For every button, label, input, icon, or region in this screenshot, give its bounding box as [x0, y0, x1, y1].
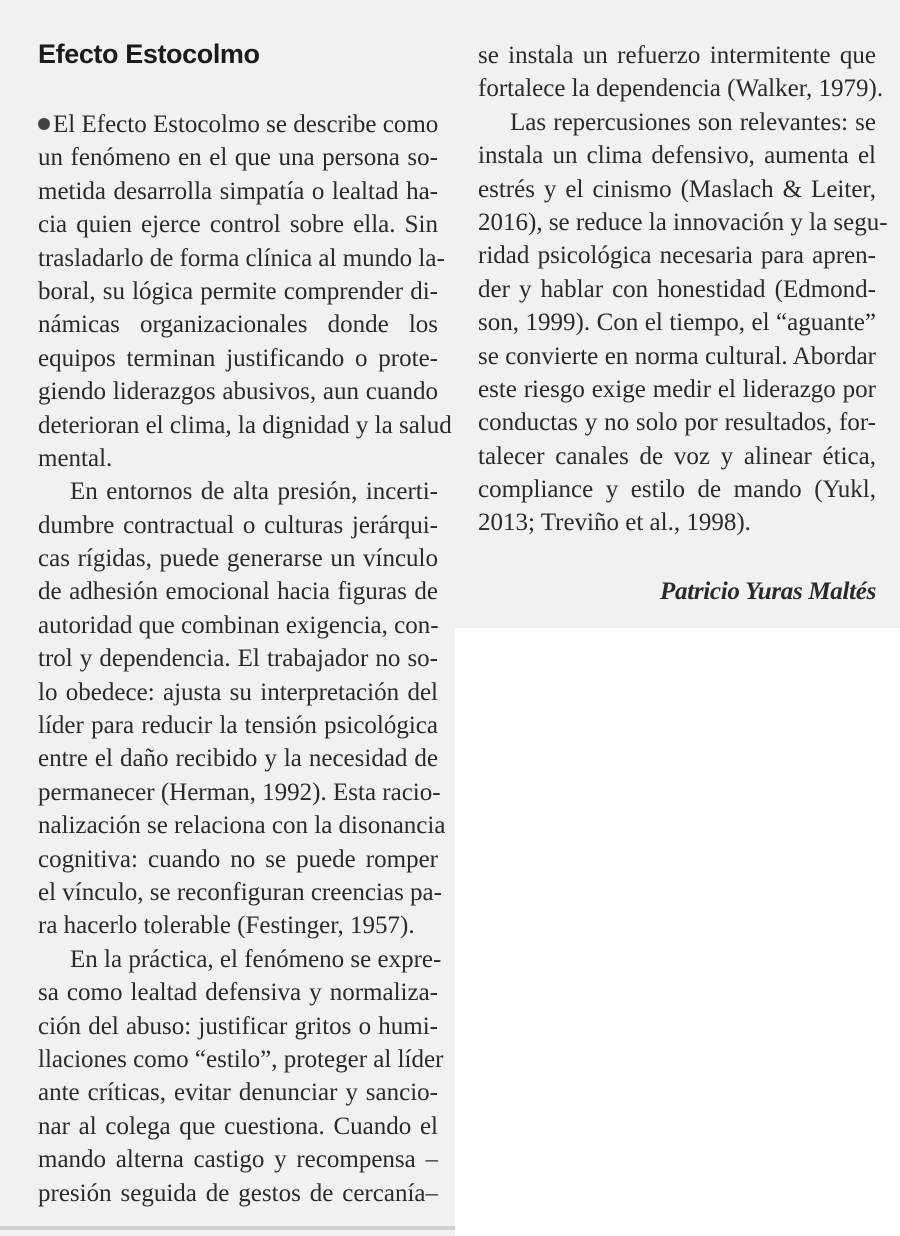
text-line [478, 173, 876, 206]
text-line-content: Las repercusiones son relevantes: se [510, 108, 876, 136]
text-line [38, 409, 452, 442]
text-line-content: deterioran el clima, la dignidad y la salud [38, 411, 452, 439]
text-line-content: der y hablar con honestidad (Edmond- [478, 275, 876, 303]
text-line-content: llaciones como “estilo”, proteger al líder [38, 1045, 444, 1073]
text-line-content: un fenómeno en el que una persona so- [38, 144, 438, 172]
text-line [38, 275, 438, 308]
text-line-content: líder para reducir la tensión psicológica [38, 712, 438, 740]
text-line-content: ante críticas, evitar denunciar y sancio- [38, 1079, 438, 1107]
text-line [38, 843, 438, 876]
text-line-content: instala un clima defensivo, aumenta el [478, 142, 876, 170]
text-line [38, 976, 438, 1009]
text-line-content: de adhesión emocional hacia figuras de [38, 578, 438, 606]
text-line [478, 506, 876, 539]
text-line-content: equipos terminan justificando o prote- [38, 344, 438, 372]
text-line [38, 575, 438, 608]
text-line [38, 1010, 438, 1043]
text-line [478, 473, 876, 506]
text-line-content: mental. [38, 444, 113, 472]
bullet-icon [38, 118, 50, 130]
text-line-content: sa como lealtad defensiva y normaliza- [38, 979, 438, 1007]
text-line [38, 809, 446, 842]
left-column [38, 34, 452, 1210]
text-line-content: giendo liderazgos abusivos, aun cuando [38, 378, 438, 406]
text-line-content: metida desarrolla simpatía o lealtad ha- [38, 177, 438, 205]
text-line-content: nar al colega que cuestiona. Cuando el [38, 1112, 438, 1140]
text-line [38, 175, 438, 208]
text-line-content: presión seguida de gestos de cercanía– [38, 1179, 438, 1207]
text-line-content: mando alterna castigo y recompensa – [38, 1146, 438, 1174]
text-line [38, 909, 438, 942]
text-line [38, 676, 438, 709]
text-line [478, 72, 884, 105]
text-line [38, 1143, 438, 1176]
text-line-content: cas rígidas, puede generarse un vínculo [38, 545, 438, 573]
text-line [38, 943, 442, 976]
text-line-content: entre el daño recibido y la necesidad de [38, 745, 438, 773]
text-line [38, 208, 438, 241]
text-line-content: En la práctica, el fenómeno se expre- [70, 945, 442, 973]
text-line-content: el vínculo, se reconfiguran creencias pa- [38, 878, 442, 906]
text-line [38, 475, 438, 508]
text-line-content: talecer canales de voz y alinear ética, [478, 442, 876, 470]
text-line [38, 108, 438, 141]
text-line [478, 106, 876, 139]
text-line-content: 2013; Treviño et al., 1998). [478, 509, 751, 537]
text-line-content: compliance y estilo de mando (Yukl, [478, 476, 876, 504]
text-line-content: nalización se relaciona con la disonancia [38, 812, 446, 840]
text-line [478, 406, 876, 439]
text-line-content: trol y dependencia. El trabajador no so- [38, 645, 438, 673]
text-line [38, 442, 438, 475]
bottom-rule [0, 1226, 455, 1230]
text-line [38, 141, 438, 174]
text-line-content: lo obedece: ajusta su interpretación del [38, 678, 438, 706]
author-signature: Patricio Yuras Maltés [660, 577, 876, 605]
text-line-content: cognitiva: cuando no se puede romper [38, 845, 438, 873]
text-line-content: El Efecto Estocolmo se describe como [53, 111, 439, 138]
text-line [38, 1043, 444, 1076]
text-line-content: En entornos de alta presión, incerti- [70, 478, 438, 506]
text-line [478, 373, 876, 406]
text-line-content: se instala un refuerzo intermitente que [478, 42, 876, 69]
text-line [478, 440, 876, 473]
text-line-content: dumbre contractual o culturas jerárqui- [38, 511, 438, 539]
text-line-content: este riesgo exige medir el liderazgo por [478, 375, 876, 403]
text-line [38, 1076, 438, 1109]
right-column [478, 39, 888, 608]
text-line [38, 375, 438, 408]
text-line [478, 340, 876, 373]
text-line [478, 306, 876, 339]
text-line-content: fortalece la dependencia (Walker, 1979). [478, 75, 884, 103]
text-line [478, 39, 876, 72]
article-headline: Efecto Estocolmo [38, 39, 260, 69]
text-line [38, 876, 442, 909]
text-line [38, 242, 445, 275]
text-line-content: se convierte en norma cultural. Abordar [478, 342, 876, 370]
text-line-content: son, 1999). Con el tiempo, el “aguante” [478, 309, 876, 337]
text-line-content: cia quien ejerce control sobre ella. Sin [38, 211, 438, 239]
text-line-content: conductas y no solo por resultados, for- [478, 409, 876, 437]
text-line [38, 642, 438, 675]
text-line [478, 206, 888, 239]
text-line-content: ridad psicológica necesaria para apren- [478, 242, 876, 270]
text-line [38, 742, 438, 775]
text-line-content: 2016), se reduce la innovación y la segu- [478, 208, 888, 236]
text-line-content: autoridad que combinan exigencia, con- [38, 611, 439, 639]
right-column-body [478, 39, 888, 540]
text-line-content: trasladarlo de forma clínica al mundo la- [38, 244, 445, 272]
text-line-content: ción del abuso: justificar gritos o humi- [38, 1012, 438, 1040]
text-line [38, 542, 438, 575]
text-line [38, 1110, 438, 1143]
text-line [478, 239, 876, 272]
text-line [478, 139, 876, 172]
text-line-content: boral, su lógica permite comprender di- [38, 277, 438, 305]
text-line [38, 609, 438, 642]
text-line [38, 509, 438, 542]
text-line-content: permanecer (Herman, 1992). Esta racio- [38, 778, 441, 806]
text-line [38, 342, 438, 375]
text-line-content: ra hacerlo tolerable (Festinger, 1957). [38, 912, 415, 940]
text-line-content: estrés y el cinismo (Maslach & Leiter, [478, 175, 876, 203]
left-column-body [38, 108, 452, 1210]
text-line [38, 1177, 438, 1210]
text-line [478, 273, 876, 306]
text-line [38, 709, 438, 742]
text-line-content: námicas organizacionales donde los [38, 311, 438, 339]
text-line [38, 776, 441, 809]
text-line [38, 308, 438, 341]
